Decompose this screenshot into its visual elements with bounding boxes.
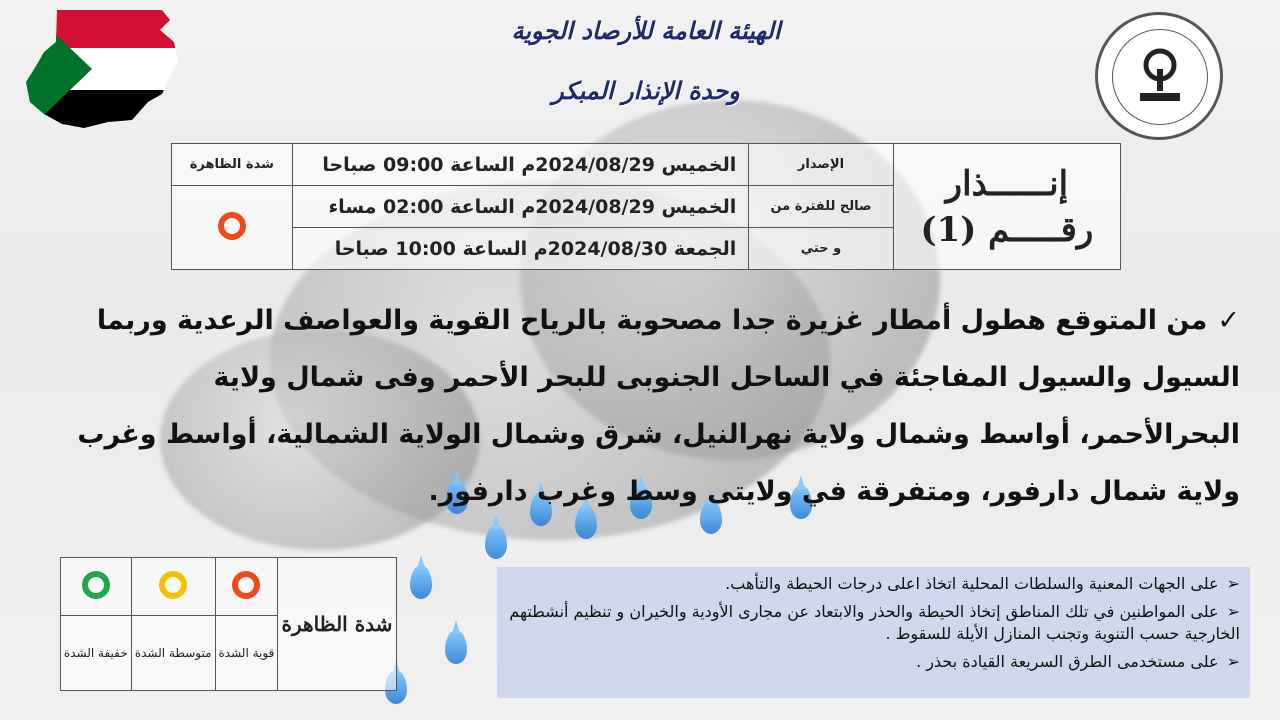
- legend-light-ring-cell: [61, 558, 132, 616]
- advisory-box: [497, 567, 1250, 698]
- severity-indicator-cell: [172, 186, 293, 270]
- legend-light-label: خفيفة الشدة: [61, 616, 132, 691]
- arrow-icon: ➢: [1226, 574, 1240, 593]
- valid-to-value: الجمعة 2024/08/30م الساعة 10:00 صباحا: [292, 228, 749, 270]
- legend-title: شدة الظاهرة: [278, 558, 397, 691]
- legend-strong-label: قوية الشدة: [215, 616, 277, 691]
- medium-ring-icon: [159, 571, 187, 599]
- arrow-icon: ➢: [1226, 602, 1240, 621]
- arrow-icon: ➢: [1226, 652, 1240, 671]
- valid-from-value: الخميس 2024/08/29م الساعة 02:00 مساء: [292, 186, 749, 228]
- flag-red-stripe: [22, 2, 182, 48]
- valid-to-label: و حتي: [749, 228, 894, 270]
- warning-title: إنــــــذار: [945, 163, 1069, 204]
- warning-info-table: [171, 143, 1121, 270]
- legend-medium-label: متوسطة الشدة: [131, 616, 215, 691]
- bulletin-text: [50, 292, 1240, 520]
- strong-ring-icon: [232, 571, 260, 599]
- issue-label: الإصدار: [749, 144, 894, 186]
- severity-ring-icon: [218, 212, 246, 240]
- instrument-icon: [1132, 45, 1188, 109]
- advisory-item: ➢على المواطنين في تلك المناطق إتخاذ الحيطة والحذر والابتعاد عن مجارى الأودية والخيران و تنظيم أنشطتهم الخارجية حسب التنوية وتجنب المنازل الأيلة للسقوط .: [509, 602, 1240, 643]
- bulletin-body: من المتوقع هطول أمطار غزيرة جدا مصحوبة بالرياح القوية والعواصف الرعدية وربما السيول والسيول المفاجئة في الساحل الجنوبى للبحر الأحمر وفى شمال ولاية البحرالأحمر، أواسط وشمال ولاية نهرالنيل، شرق وشمال الولاية الشمالية، أواسط وغرب ولاية شمال دارفور، ومتفرقة في ولايتى وسط وغرب دارفور.: [77, 305, 1240, 507]
- light-ring-icon: [82, 571, 110, 599]
- warning-number: رقـــــم (1): [920, 209, 1094, 250]
- advisory-item: ➢على مستخدمى الطرق السريعة القيادة بحذر .: [916, 652, 1240, 671]
- legend-strong-ring-cell: [215, 558, 277, 616]
- sudan-flag-map: [22, 2, 182, 136]
- check-icon: ✓: [1217, 305, 1240, 336]
- warning-title-cell: [893, 144, 1120, 270]
- issue-value: الخميس 2024/08/29م الساعة 09:00 صباحا: [292, 144, 749, 186]
- advisory-item: ➢على الجهات المعنية والسلطات المحلية اتخاذ اعلى درجات الحيطة والتأهب.: [725, 574, 1240, 593]
- valid-from-label: صالح للفترة من: [749, 186, 894, 228]
- severity-header: شدة الظاهرة: [172, 144, 293, 186]
- severity-legend: [60, 557, 397, 691]
- legend-medium-ring-cell: [131, 558, 215, 616]
- meteorological-authority-logo: [1095, 12, 1223, 140]
- org-name: الهيئة العامة للأرصاد الجوية: [511, 16, 781, 45]
- unit-name: وحدة الإنذار المبكر: [552, 76, 740, 105]
